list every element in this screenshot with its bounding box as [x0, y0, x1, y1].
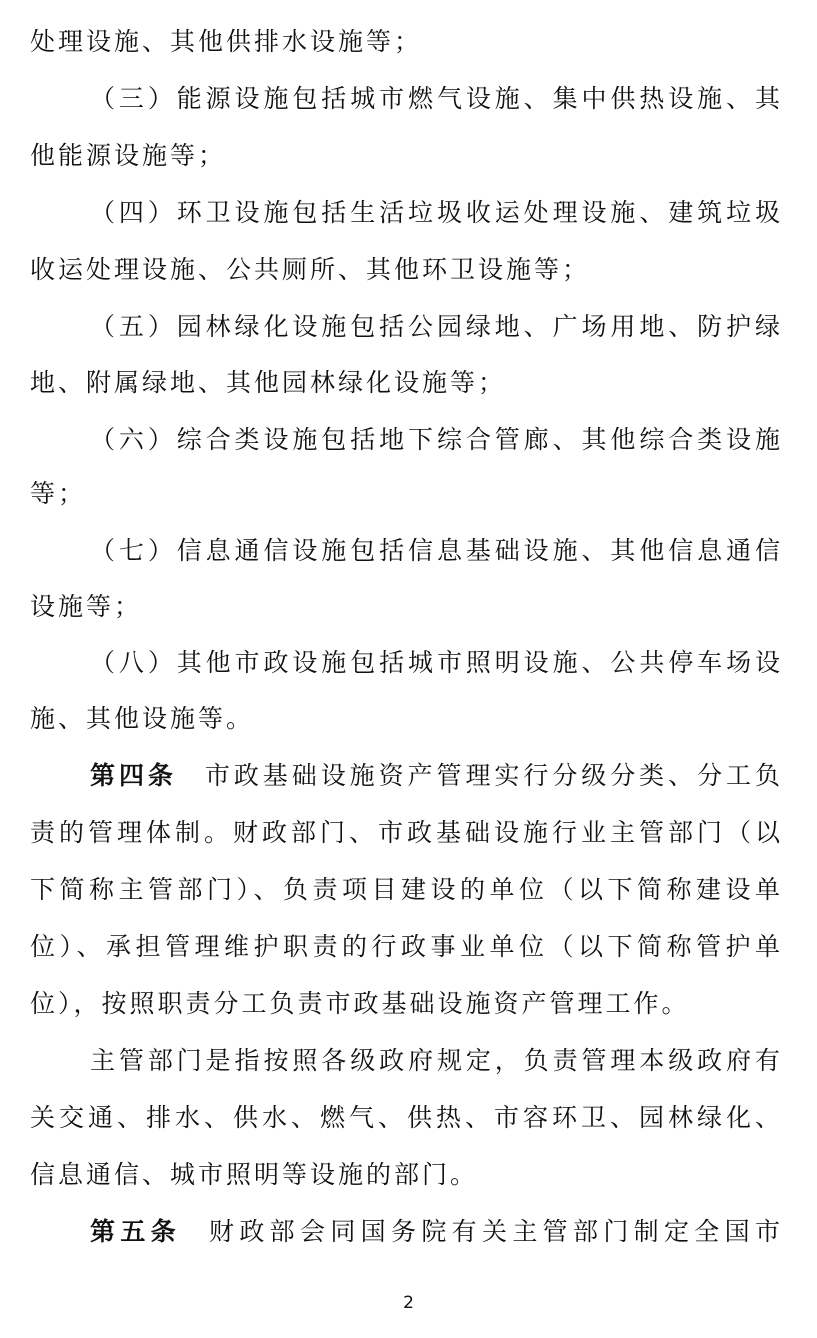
line-text: （五）园林绿化设施包括公园绿地、广场用地、防护绿: [90, 312, 780, 341]
line-text: 主管部门是指按照各级政府规定，负责管理本级政府有: [90, 1046, 780, 1075]
line-text: 信息通信、城市照明等设施的部门。: [30, 1160, 479, 1189]
line-text: （三）能源设施包括城市燃气设施、集中供热设施、其: [90, 84, 780, 113]
text-line: [90, 196, 780, 230]
text-line: [30, 366, 780, 400]
line-text: 地、附属绿地、其他园林绿化设施等；: [30, 368, 507, 397]
text-line: [30, 477, 780, 511]
text-line: [30, 590, 780, 624]
line-text: 关交通、排水、供水、燃气、供热、市容环卫、园林绿化、: [30, 1103, 780, 1132]
page-number: 2: [403, 1293, 414, 1313]
line-text: （四）环卫设施包括生活垃圾收运处理设施、建筑垃圾: [90, 198, 780, 227]
line-text: 下简称主管部门）、负责项目建设的单位（以下简称建设单: [30, 875, 780, 904]
line-text: （七）信息通信设施包括信息基础设施、其他信息通信: [90, 536, 780, 565]
line-text: 等；: [30, 479, 87, 508]
text-line: [90, 1044, 780, 1078]
line-text: 施、其他设施等。: [30, 704, 255, 733]
line-text: （六）综合类设施包括地下综合管廊、其他综合类设施: [90, 425, 780, 454]
text-line: [30, 1158, 780, 1192]
text-line: [30, 930, 780, 964]
text-line: [30, 816, 780, 850]
article-heading: 第五条: [90, 1217, 181, 1246]
text-line: [30, 253, 780, 287]
article-heading: 第四条: [90, 761, 177, 790]
text-line: [90, 82, 780, 116]
text-line: [30, 1101, 780, 1135]
line-text: 市政基础设施资产管理实行分级分类、分工负: [204, 761, 780, 790]
line-text: 收运处理设施、公共厕所、其他环卫设施等；: [30, 255, 591, 284]
text-line: [30, 25, 780, 59]
line-text: 位），按照职责分工负责市政基础设施资产管理工作。: [30, 989, 690, 1018]
text-line: [30, 873, 780, 907]
article-line: [90, 1215, 780, 1249]
text-line: [90, 310, 780, 344]
text-line: [90, 423, 780, 457]
line-text: 他能源设施等；: [30, 141, 227, 170]
line-text: 财政部会同国务院有关主管部门制定全国市: [209, 1217, 780, 1246]
text-line: [30, 139, 780, 173]
text-line: [90, 534, 780, 568]
article-line: [90, 759, 780, 793]
text-line: [30, 702, 780, 736]
text-line: [90, 646, 780, 680]
line-text: 位）、承担管理维护职责的行政事业单位（以下简称管护单: [30, 932, 780, 961]
line-text: 责的管理体制。财政部门、市政基础设施行业主管部门（以: [30, 818, 780, 847]
line-text: 处理设施、其他供排水设施等；: [30, 27, 423, 56]
line-text: （八）其他市政设施包括城市照明设施、公共停车场设: [90, 648, 780, 677]
text-line: [30, 987, 780, 1021]
line-text: 设施等；: [30, 592, 143, 621]
